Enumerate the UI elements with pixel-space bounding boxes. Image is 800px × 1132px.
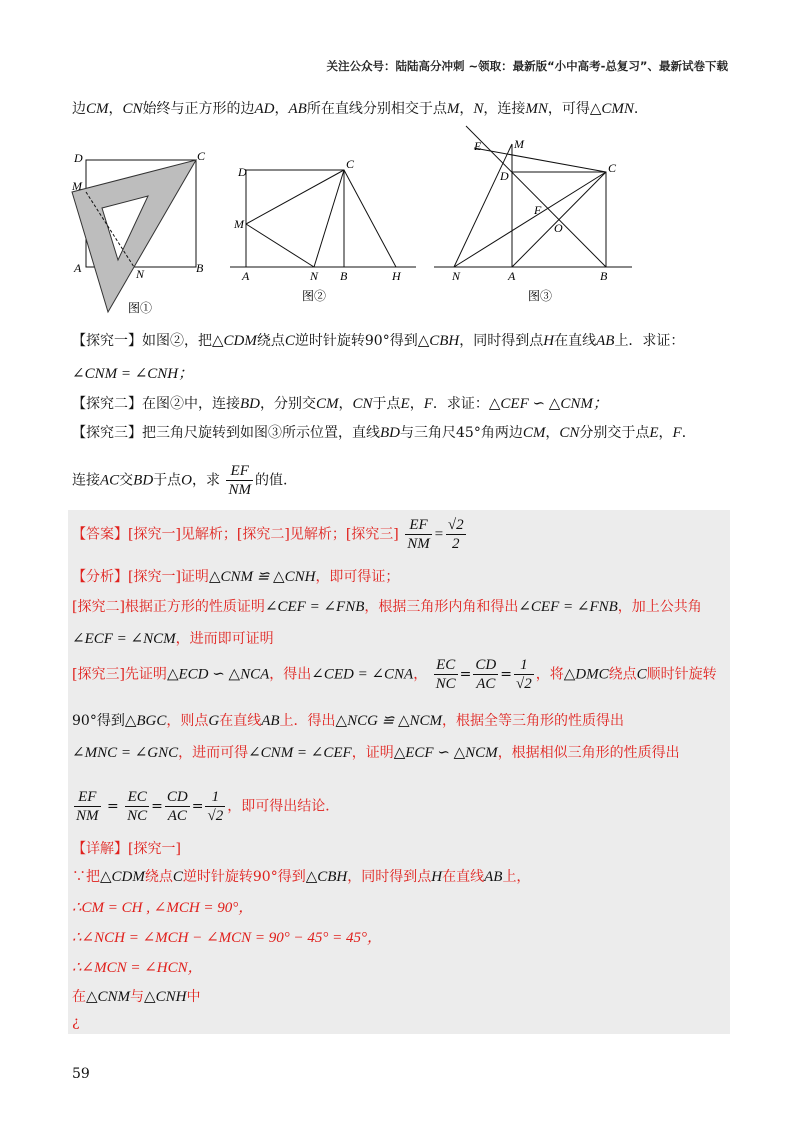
fig2-label-m: M xyxy=(234,217,244,231)
analysis-line-1: 【分析】[探究一]证明△CNM ≌ △CNH，即可得证； xyxy=(72,569,400,585)
fig3-caption: 图③ xyxy=(528,289,553,303)
question-2: 【探究二】在图②中，连接BD，分别交CM，CN于点E，F．求证：△CEF ∽ △CNM； xyxy=(72,396,608,412)
page-number: 59 xyxy=(72,1066,90,1082)
figure-3 xyxy=(434,126,632,267)
fig2-label-d: D xyxy=(238,165,247,179)
question-3-line-2: 连接AC交BD于点O，求 $\frac{EF}{NM}$ 的值. xyxy=(72,463,288,498)
analysis-line-4: [探究三]先证明△ECD ∽ △NCA，得出∠CED = ∠CNA， $\frac{EC}{NC}$ = $\frac{CD}{AC}$ = $\frac{1}{√2}$ ，将△DMC绕点C顺时针旋转 xyxy=(72,657,717,692)
detail-line-3: ∴∠NCH = ∠MCH − ∠MCN = 90° − 45° = 45°， xyxy=(72,930,383,946)
analysis-line-5: 90°得到△BGC，则点G在直线AB上．得出△NCG ≌ △NCM，根据全等三角形的性质得出 xyxy=(72,713,625,729)
question-1-line-2: ∠CNM = ∠CNH； xyxy=(72,366,194,382)
fig2-label-n: N xyxy=(310,269,319,283)
fig1-label-a: A xyxy=(74,261,82,275)
fig3-label-e: E xyxy=(474,139,482,153)
detail-heading: 【详解】[探究一] xyxy=(72,841,181,857)
fig1-label-m: M xyxy=(72,179,82,193)
figure-2 xyxy=(230,170,416,267)
fig1-caption: 图① xyxy=(128,301,153,315)
question-1-line-1: 【探究一】如图②，把△CDM绕点C逆时针旋转90°得到△CBH，同时得到点H在直线AB上．求证： xyxy=(72,333,685,349)
detail-line-2: ∴CM = CH , ∠MCH = 90°， xyxy=(72,900,254,916)
detail-line-1: ∵把△CDM绕点C逆时针旋转90°得到△CBH，同时得到点H在直线AB上， xyxy=(72,869,531,885)
fig2-label-a: A xyxy=(242,269,250,283)
fig2-label-h: H xyxy=(392,269,401,283)
fig3-label-a: A xyxy=(508,269,516,283)
fig2-caption: 图② xyxy=(302,289,327,303)
figure-1 xyxy=(72,160,196,312)
fig2-label-c: C xyxy=(346,157,355,171)
fraction-ef-nm: $\frac{EF}{NM}$ xyxy=(228,463,251,498)
detail-line-5: 在△CNM与△CNH中 xyxy=(72,989,201,1005)
fig1-label-c: C xyxy=(197,149,206,163)
intro-line: 边CM，CN始终与正方形的边AD，AB所在直线分别相交于点M，N，连接MN，可得△CMN. xyxy=(72,101,639,117)
analysis-line-6: ∠MNC = ∠GNC，进而可得∠CNM = ∠CEF，证明△ECF ∽ △NCM，根据相似三角形的性质得出 xyxy=(72,745,680,761)
question-3-line-1: 【探究三】把三角尺旋转到如图③所示位置，直线BD与三角尺45°角两边CM，CN分别交于点E，F． xyxy=(72,425,696,441)
fig3-label-d: D xyxy=(500,169,509,183)
fig3-label-b: B xyxy=(600,269,608,283)
fig1-label-d: D xyxy=(74,151,83,165)
analysis-line-3: ∠ECF = ∠NCM，进而即可证明 xyxy=(72,631,274,647)
detail-line-6: ¿ xyxy=(72,1014,80,1030)
answer-line: 【答案】[探究一]见解析；[探究二]见解析；[探究三] $\frac{EF}{NM}$ = $\frac{√2}{2}$ xyxy=(72,517,464,552)
fig3-label-c: C xyxy=(608,161,617,175)
analysis-line-2: [探究二]根据正方形的性质证明∠CEF = ∠FNB，根据三角形内角和得出∠CEF = ∠FNB，加上公共角 xyxy=(72,599,702,615)
page-header: 关注公众号：陆陆高分冲刺 ~领取：最新版“小中高考-总复习”、最新试卷下载 xyxy=(326,59,728,73)
fig3-label-o: O xyxy=(554,221,563,235)
fig2-label-b: B xyxy=(340,269,348,283)
analysis-line-7: $\frac{EF}{NM}$ = $\frac{EC}{NC}$ = $\frac{CD}{AC}$ = $\frac{1}{√2}$ ，即可得出结论． xyxy=(76,789,340,824)
fig1-label-b: B xyxy=(196,261,204,275)
geometry-figures xyxy=(66,120,646,320)
detail-line-4: ∴∠MCN = ∠HCN， xyxy=(72,960,203,976)
fig3-label-n: N xyxy=(452,269,461,283)
fig3-label-f: F xyxy=(534,203,542,217)
fig1-label-n: N xyxy=(136,267,145,281)
fig3-label-m: M xyxy=(514,137,524,151)
